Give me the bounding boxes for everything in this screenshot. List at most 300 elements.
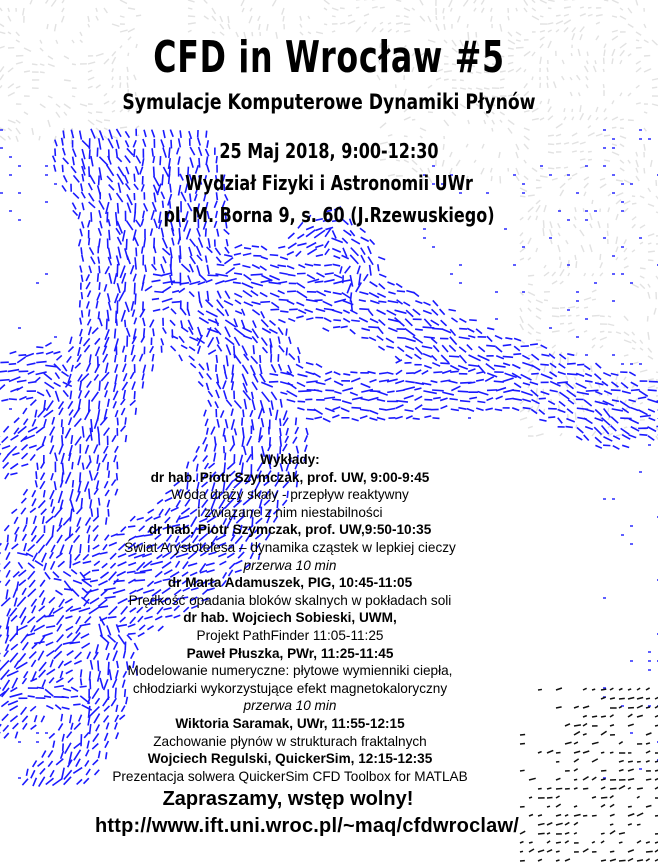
flow-arrow (350, 329, 355, 334)
grey-arrow (648, 292, 650, 299)
grey-arrow (568, 329, 575, 332)
grey-arrow (612, 49, 615, 56)
flow-arrow (289, 337, 291, 344)
flow-arrow (449, 399, 457, 400)
flow-arrow (226, 268, 235, 274)
flow-arrow (206, 256, 207, 263)
flow-arrow (288, 233, 294, 239)
grey-arrow (600, 184, 606, 188)
grey-arrow (648, 386, 655, 388)
grey-arrow (64, 80, 71, 81)
flow-arrow (323, 301, 332, 305)
flow-arrow (486, 345, 495, 346)
flow-arrow (359, 309, 369, 310)
grey-arrow (636, 176, 639, 181)
grey-arrow (8, 120, 15, 123)
flow-arrow (550, 363, 556, 367)
flow-arrow (32, 419, 35, 426)
flow-arrow (449, 310, 456, 311)
flow-arrow (36, 353, 43, 354)
flow-arrow (217, 345, 221, 352)
grey-arrow (104, 128, 107, 130)
flow-arrow (531, 354, 538, 360)
flow-arrow (154, 246, 156, 253)
grey-arrow (520, 240, 523, 244)
grey-arrow (587, 52, 588, 56)
poster-title: CFD in Wrocław #5 (153, 32, 505, 83)
grey-arrow (282, 8, 284, 15)
grey-arrow (532, 0, 535, 3)
flow-arrow (163, 238, 168, 248)
grey-arrow (528, 258, 531, 260)
grey-arrow (592, 290, 596, 292)
grey-arrow (536, 405, 539, 412)
flow-arrow (395, 416, 402, 418)
flow-arrow (343, 310, 349, 313)
flow-arrow (115, 374, 117, 384)
flow-arrow (163, 130, 165, 138)
flow-arrow (172, 291, 179, 293)
flow-arrow (431, 338, 437, 343)
flow-arrow (486, 364, 495, 370)
flow-arrow (80, 266, 82, 273)
flow-arrow (115, 410, 117, 417)
grey-arrow (624, 266, 629, 268)
grey-arrow (648, 284, 650, 288)
flow-arrow (459, 337, 470, 339)
grey-arrow (528, 366, 533, 372)
grey-arrow (552, 361, 553, 364)
flow-arrow (85, 410, 91, 420)
flow-arrow (424, 365, 431, 368)
flow-arrow (361, 383, 371, 387)
black-arrow (646, 859, 650, 861)
lecture-topic: i związane z nim niestabilności (197, 504, 383, 520)
flow-arrow (469, 320, 477, 321)
grey-arrow (608, 207, 609, 212)
grey-arrow (584, 298, 591, 300)
grey-arrow (620, 8, 623, 10)
grey-arrow (204, 16, 209, 19)
flow-arrow (198, 381, 203, 386)
grey-arrow (96, 16, 98, 20)
flow-arrow (99, 401, 100, 409)
flow-arrow (53, 156, 56, 163)
flow-arrow (153, 328, 154, 336)
lecture-speaker: dr Marta Adamuszek, PIG, 10:45-11:05 (167, 575, 413, 591)
grey-arrow (16, 120, 20, 123)
grey-arrow (72, 64, 76, 65)
flow-arrow (179, 255, 180, 262)
flow-arrow (423, 391, 436, 394)
grey-arrow (624, 208, 628, 212)
grey-arrow (632, 332, 635, 335)
black-arrow (637, 824, 640, 825)
flow-arrow (441, 355, 449, 363)
flow-arrow (75, 363, 80, 368)
flow-arrow (342, 255, 349, 258)
flow-arrow (478, 391, 489, 394)
black-arrow (556, 823, 563, 825)
flow-arrow (487, 336, 492, 341)
grey-arrow (300, 16, 301, 21)
grey-arrow (647, 316, 648, 322)
flow-arrow (361, 338, 368, 339)
grey-arrow (576, 352, 577, 356)
flow-arrow (190, 256, 195, 264)
flow-arrow (260, 302, 270, 303)
flow-arrow (69, 410, 73, 416)
flow-arrow (342, 293, 351, 299)
grey-arrow (0, 66, 4, 72)
flow-arrow (234, 401, 241, 409)
flow-arrow (92, 328, 98, 334)
flow-arrow (188, 309, 190, 316)
grey-arrow (484, 120, 486, 124)
flow-arrow (28, 427, 37, 432)
grey-arrow (568, 307, 575, 308)
grey-arrow (612, 58, 613, 64)
flow-arrow (423, 311, 432, 314)
flow-arrow (189, 292, 194, 297)
flow-arrow (190, 363, 195, 368)
flow-arrow (505, 398, 513, 399)
lecture-topic: Woda drąży skały - przepływ reaktywny (171, 487, 409, 503)
grey-arrow (520, 316, 523, 323)
flow-arrow (350, 292, 351, 301)
black-arrow (556, 815, 561, 816)
grey-arrow (624, 316, 628, 321)
flow-arrow (189, 356, 195, 361)
grey-arrow (604, 44, 606, 48)
grey-arrow (64, 56, 69, 59)
grey-arrow (356, 7, 359, 8)
grey-arrow (636, 168, 638, 172)
flow-arrow (206, 280, 213, 283)
black-arrow (574, 814, 581, 816)
flow-arrow (297, 243, 306, 245)
grey-arrow (364, 22, 367, 24)
grey-arrow (0, 85, 2, 88)
flow-arrow (104, 284, 106, 291)
flow-arrow (154, 292, 163, 293)
flow-arrow (368, 310, 373, 316)
grey-arrow (249, 16, 252, 23)
flow-arrow (115, 355, 116, 362)
website-link[interactable]: http://www.ift.uni.wroc.pl/~maq/cfdwroclaw/ (95, 815, 519, 837)
grey-arrow (550, 229, 552, 236)
flow-arrow (74, 418, 81, 426)
flow-arrow (280, 399, 282, 408)
flow-arrow (118, 237, 122, 245)
flow-arrow (283, 410, 286, 420)
grey-arrow (564, 20, 571, 24)
flow-arrow (152, 264, 157, 270)
grey-arrow (652, 104, 658, 106)
flow-arrow (396, 370, 402, 374)
flow-arrow (190, 239, 196, 246)
grey-arrow (548, 116, 553, 120)
black-arrow (520, 851, 523, 852)
flow-arrow (387, 282, 394, 285)
grey-arrow (584, 331, 587, 332)
flow-arrow (612, 400, 619, 401)
flow-arrow (342, 388, 353, 391)
grey-arrow (604, 117, 607, 120)
grey-arrow (556, 134, 561, 136)
flow-arrow (324, 280, 334, 282)
flow-arrow (207, 363, 209, 371)
grey-arrow (616, 247, 618, 252)
flow-arrow (359, 300, 366, 301)
flow-arrow (179, 288, 185, 292)
flow-arrow (270, 293, 279, 297)
flow-arrow (306, 428, 308, 435)
grey-arrow (481, 0, 484, 4)
lecture-speaker: Paweł Płuszka, PWr, 11:25-11:45 (186, 645, 394, 661)
grey-arrow (540, 16, 543, 17)
flow-arrow (101, 372, 109, 381)
grey-arrow (404, 136, 408, 137)
flow-arrow (450, 337, 457, 345)
flow-arrow (314, 230, 325, 238)
flow-arrow (85, 391, 89, 398)
flow-arrow (289, 309, 298, 310)
flow-arrow (99, 318, 102, 326)
black-arrow (628, 814, 634, 816)
flow-arrow (131, 301, 133, 310)
flow-arrow (113, 391, 117, 400)
flow-arrow (89, 309, 90, 316)
flow-arrow (415, 396, 423, 400)
flow-arrow (223, 381, 226, 390)
grey-arrow (8, 93, 15, 96)
flow-arrow (51, 436, 53, 443)
flow-arrow (36, 426, 45, 433)
flow-arrow (252, 302, 261, 304)
flow-arrow (187, 229, 191, 240)
grey-arrow (640, 276, 644, 278)
flow-arrow (9, 364, 16, 365)
grey-arrow (644, 69, 651, 72)
grey-arrow (636, 0, 638, 5)
flow-arrow (550, 372, 557, 377)
flow-arrow (0, 371, 7, 372)
flow-arrow (343, 318, 350, 322)
flow-arrow (150, 320, 154, 328)
flow-arrow (595, 437, 601, 443)
flow-arrow (584, 400, 592, 406)
grey-arrow (228, 24, 230, 29)
flow-arrow (306, 363, 313, 365)
flow-arrow (224, 229, 230, 234)
break-note: przerwa 10 min (243, 698, 337, 714)
grey-arrow (640, 340, 643, 344)
black-arrow (565, 822, 569, 825)
flow-arrow (514, 346, 520, 350)
flow-arrow (306, 318, 313, 320)
flow-arrow (496, 388, 506, 391)
flow-arrow (271, 392, 276, 400)
grey-arrow (40, 104, 45, 108)
flow-arrow (514, 383, 521, 388)
grey-arrow (32, 64, 37, 65)
grey-arrow (620, 136, 626, 138)
grey-arrow (48, 64, 55, 66)
flow-arrow (279, 300, 289, 301)
flow-arrow (46, 352, 53, 354)
grey-arrow (16, 86, 20, 88)
flow-arrow (296, 418, 297, 426)
flow-arrow (540, 364, 548, 365)
flow-arrow (351, 408, 361, 409)
grey-arrow (628, 8, 632, 13)
flow-arrow (206, 383, 208, 390)
flow-arrow (115, 329, 116, 339)
flow-arrow (495, 336, 502, 339)
flow-arrow (324, 397, 335, 398)
grey-arrow (520, 401, 524, 404)
flow-arrow (153, 309, 160, 311)
grey-arrow (577, 75, 580, 80)
flow-arrow (145, 286, 152, 291)
flow-arrow (458, 391, 468, 392)
grey-arrow (540, 0, 547, 3)
grey-arrow (324, 8, 327, 10)
flow-arrow (178, 237, 180, 245)
grey-arrow (16, 136, 18, 142)
flow-arrow (316, 255, 323, 257)
flow-arrow (567, 409, 573, 414)
grey-arrow (62, 0, 64, 3)
black-arrow (583, 849, 588, 852)
flow-arrow (199, 274, 206, 281)
grey-arrow (648, 234, 654, 236)
grey-arrow (388, 23, 391, 24)
grey-arrow (188, 0, 195, 2)
grey-arrow (598, 382, 600, 388)
event-date-time: 25 Maj 2018, 9:00-12:30 (219, 139, 439, 163)
flow-arrow (251, 291, 258, 296)
flow-arrow (144, 238, 145, 247)
flow-arrow (143, 365, 145, 373)
grey-arrow (212, 8, 215, 14)
flow-arrow (379, 409, 386, 410)
flow-arrow (296, 316, 303, 318)
flow-arrow (360, 409, 369, 410)
flow-arrow (379, 373, 387, 374)
grey-arrow (62, 16, 64, 22)
flow-arrow (314, 409, 323, 414)
flow-arrow (242, 320, 245, 328)
grey-arrow (574, 384, 576, 388)
flow-arrow (62, 372, 69, 377)
grey-arrow (648, 204, 654, 206)
grey-arrow (48, 120, 50, 127)
grey-arrow (644, 112, 647, 113)
flow-arrow (305, 309, 313, 312)
grey-arrow (528, 238, 531, 244)
grey-arrow (636, 160, 638, 167)
grey-arrow (560, 281, 563, 284)
grey-arrow (584, 307, 588, 308)
grey-arrow (592, 338, 596, 340)
grey-arrow (654, 308, 656, 315)
flow-arrow (415, 329, 423, 330)
flow-arrow (442, 370, 451, 373)
flow-arrow (189, 247, 192, 256)
flow-arrow (86, 282, 90, 289)
grey-arrow (96, 120, 102, 123)
flow-arrow (252, 399, 255, 410)
grey-arrow (640, 370, 647, 372)
black-arrow (565, 859, 570, 861)
flow-arrow (123, 364, 126, 372)
grey-arrow (603, 69, 604, 72)
grey-arrow (516, 8, 517, 11)
flow-arrow (109, 273, 111, 284)
flow-arrow (397, 291, 405, 292)
flow-arrow (287, 266, 294, 269)
flow-arrow (584, 435, 589, 441)
grey-arrow (364, 14, 369, 16)
flow-arrow (252, 392, 254, 399)
flow-arrow (19, 397, 26, 400)
program-heading: Wykłady: (260, 452, 320, 467)
flow-arrow (104, 428, 110, 436)
grey-arrow (528, 361, 533, 364)
flow-arrow (558, 418, 563, 424)
flow-arrow (243, 427, 244, 437)
flow-arrow (332, 415, 339, 418)
flow-arrow (225, 291, 230, 299)
flow-arrow (142, 373, 144, 380)
flow-arrow (413, 418, 420, 419)
grey-arrow (228, 16, 229, 23)
flow-arrow (133, 274, 136, 282)
flow-arrow (233, 264, 240, 265)
flow-arrow (105, 266, 109, 274)
grey-arrow (604, 135, 610, 136)
flow-arrow (75, 437, 81, 446)
flow-arrow (262, 392, 270, 402)
grey-arrow (560, 262, 561, 268)
flow-arrow (205, 419, 208, 426)
flow-arrow (440, 363, 449, 364)
flow-arrow (136, 248, 137, 257)
grey-arrow (62, 8, 64, 12)
flow-arrow (10, 351, 17, 353)
flow-arrow (14, 418, 19, 423)
lecture-speaker: Wojciech Regulski, QuickerSim, 12:15-12:35 (147, 751, 433, 767)
black-arrow (619, 833, 625, 834)
flow-arrow (163, 256, 166, 263)
grey-arrow (586, 76, 588, 80)
grey-arrow (340, 8, 345, 9)
black-arrow (529, 849, 534, 852)
grey-arrow (640, 225, 645, 228)
flow-arrow (250, 410, 253, 417)
flow-arrow (287, 291, 296, 292)
grey-arrow (508, 16, 509, 20)
flow-arrow (132, 310, 134, 317)
flow-arrow (278, 319, 285, 322)
flow-arrow (639, 391, 648, 397)
flow-arrow (63, 365, 67, 372)
grey-arrow (580, 230, 584, 236)
flow-arrow (134, 237, 138, 246)
flow-arrow (494, 381, 504, 382)
